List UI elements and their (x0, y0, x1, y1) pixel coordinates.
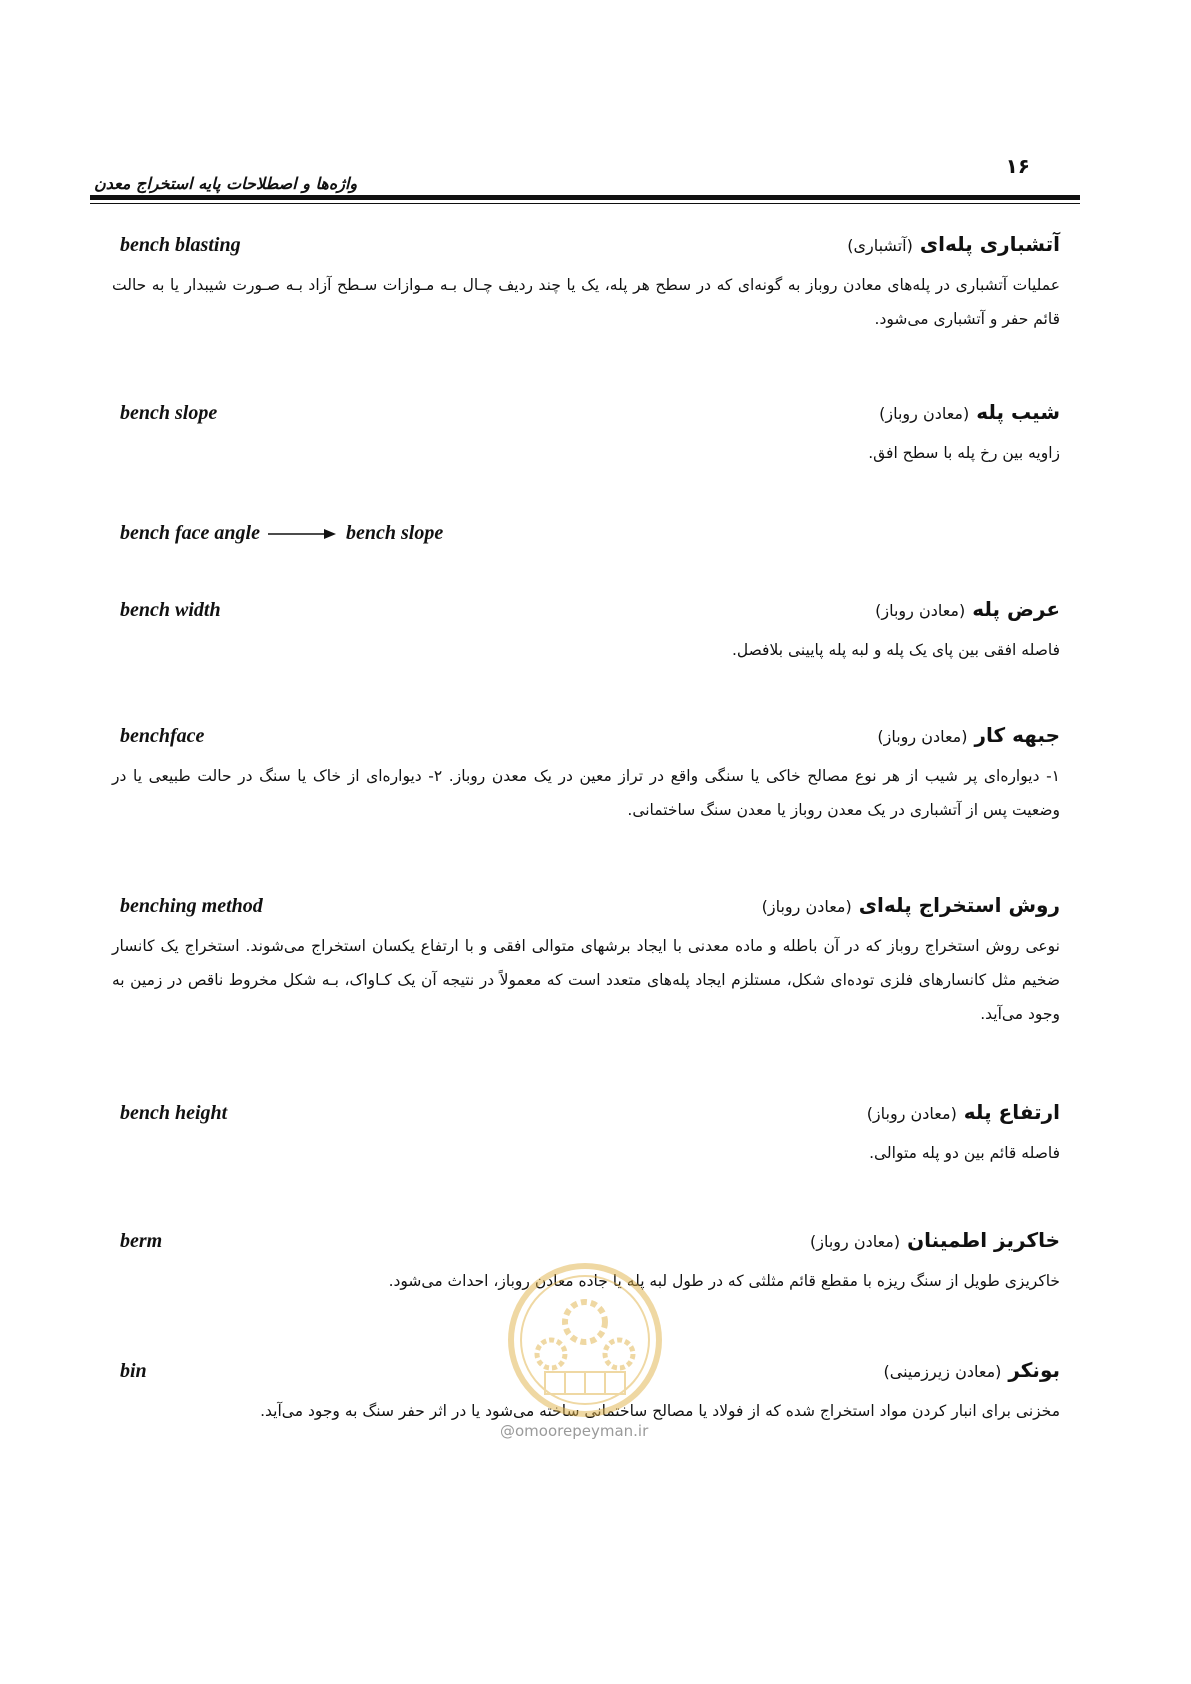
definition: مخزنی برای انبار کردن مواد استخراج شده که از فولاد یا مصالح ساختمانی ساخته می‌شود یا در اثر حفر سنگ به وجود می‌آید. (260, 1402, 1060, 1420)
definition: خاکریزی طویل از سنگ ریزه با مقطع قائم مثلثی که در طول لبه پله یا جاده معادن روباز، احداث می‌شود. (388, 1272, 1060, 1290)
header-rule-thick (90, 195, 1080, 200)
term-persian-label: روش استخراج پله‌ای (858, 893, 1060, 917)
term-domain: (معادن روباز) (877, 727, 968, 746)
definition: عملیات آتشباری در پله‌های معادن روباز به گونه‌ای که در سطح هر پله، یک یا چند ردیف چـال بـه مـوازات سـطح آزاد بـه صـورت شیبدار یا به حالت قائم حفر و آتشباری می‌شود. (112, 276, 1060, 328)
term-english: bench height (120, 1102, 228, 1124)
arrow-right-icon (268, 527, 338, 541)
term-persian (877, 723, 1060, 747)
running-title: واژه‌ها و اصطلاحات پایه استخراج معدن (94, 174, 358, 193)
page-number: ۱۶ (1005, 154, 1030, 178)
term-english: benching method (120, 895, 263, 917)
term-domain: (معادن روباز) (761, 897, 852, 916)
term-domain: (معادن روباز) (866, 1104, 957, 1123)
header-rule-thin (90, 203, 1080, 204)
term-persian (762, 893, 1060, 917)
watermark-logo (485, 1250, 685, 1420)
term-persian-label: بونکر (1008, 1358, 1060, 1382)
term-persian-label: شیب پله (976, 400, 1060, 424)
term-english: bench slope (120, 402, 218, 424)
term-persian-label: ارتفاع پله (963, 1100, 1060, 1124)
term-persian (847, 232, 1060, 256)
term-english: bench blasting (120, 234, 241, 256)
term-persian-label: جبهه کار (974, 723, 1060, 747)
term-domain: (معادن روباز) (809, 1232, 901, 1251)
definition: فاصله قائم بین دو پله متوالی. (869, 1144, 1060, 1162)
term-english: berm (120, 1230, 163, 1252)
term-persian (875, 597, 1060, 621)
term-english: benchface (120, 725, 205, 747)
term-domain: (معادن روباز) (879, 404, 970, 423)
term-persian (883, 1358, 1060, 1382)
term-english: bin (120, 1360, 147, 1382)
watermark-url: @omoorepeyman.ir (500, 1422, 649, 1440)
page-header (90, 150, 1080, 220)
term-persian (867, 1100, 1060, 1124)
term-english: bench width (120, 599, 221, 621)
term-persian (810, 1228, 1060, 1252)
cross-reference (120, 522, 443, 545)
term-persian-label: آتشباری پله‌ای (919, 232, 1060, 256)
cross-reference-to: bench slope (345, 522, 444, 544)
term-domain: (معادن زیرزمینی) (883, 1362, 1002, 1381)
term-persian-label: عرض پله (972, 597, 1060, 621)
definition: زاویه بین رخ پله با سطح افق. (868, 444, 1060, 462)
definition: ۱- دیواره‌ای پر شیب از هر نوع مصالح خاکی یا سنگی واقع در تراز معین در یک معدن روباز. ۲- دیواره‌ای از خاک یا سنگ در حالت طبیعی یا در وضعیت پس از آتشباری در یک معدن روباز یا معدن سنگ ساختمانی. (112, 767, 1060, 819)
term-persian (879, 400, 1060, 424)
term-domain: (معادن روباز) (875, 601, 966, 620)
definition: فاصله افقی بین پای یک پله و لبه پله پایینی بلافصل. (731, 641, 1060, 659)
term-domain: (آتشباری) (847, 236, 913, 255)
definition: نوعی روش استخراج روباز که در آن باطله و ماده معدنی با ایجاد برشهای متوالی افقی و با ارتفاع یکسان استخراج می‌شوند. استخراج یک کانسار ضخیم مثل کانسارهای فلزی توده‌ای شکل، مستلزم ایجاد پله‌های متعدد است که معمولاً در نتیجه آن یک کـاواک، بـه شکل مخروط ناقص در زمین به وجود می‌آید. (112, 937, 1060, 1023)
cross-reference-from: bench face angle (120, 522, 260, 544)
term-persian-label: خاکریز اطمینان (907, 1228, 1060, 1252)
